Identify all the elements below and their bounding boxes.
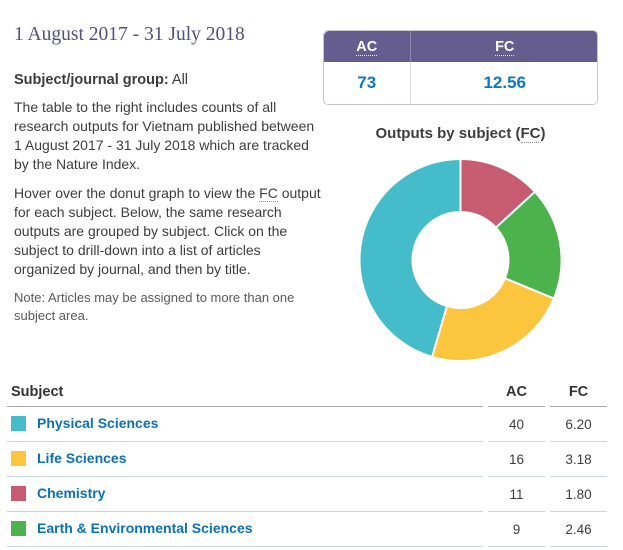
subject-column-header: Subject: [7, 378, 483, 407]
chart-title: [323, 125, 598, 142]
subject-link[interactable]: Life Sciences: [37, 450, 127, 466]
description-paragraph-2-text-cont: output for each subject. Below, the same research outputs are grouped by subject. Click on the subject to drill-down into a list of articles organized by journal, and then by title.: [14, 185, 321, 277]
subject-ac-value: 16: [488, 442, 545, 477]
fc-abbreviation[interactable]: FC: [520, 125, 541, 142]
note-text: Note: Articles may be assigned to more than one subject area.: [14, 290, 295, 323]
fc-abbreviation[interactable]: FC: [495, 38, 515, 55]
description-paragraph-2: [14, 184, 322, 279]
subject-cell: [7, 442, 483, 477]
subject-fc-value: 3.18: [550, 442, 607, 477]
chart-title-text-close: ): [540, 125, 546, 142]
subject-journal-group-value: All: [171, 72, 189, 88]
subject-color-swatch: [11, 451, 26, 466]
subject-journal-group-label: Subject/journal group:: [14, 72, 169, 88]
subject-table-header-row: [7, 378, 607, 407]
chart-title-text: Outputs by subject (: [375, 125, 521, 142]
subject-table-body: [7, 407, 607, 547]
subject-table: [2, 378, 612, 547]
description-paragraph-2-text: Hover over the donut graph to view the: [14, 185, 260, 201]
subject-fc-value: 6.20: [550, 407, 607, 442]
subject-cell: [7, 512, 483, 547]
fc-abbreviation[interactable]: FC: [259, 185, 278, 201]
description-paragraph-1: The table to the right includes counts of all research outputs for Vietnam published between 1 August 2017 - 31 July 2018 which are tracked by the Nature Index.: [14, 99, 315, 172]
subject-color-swatch: [11, 486, 26, 501]
subject-link[interactable]: Chemistry: [37, 485, 106, 501]
subject-ac-value: 9: [488, 512, 545, 547]
subject-link[interactable]: Earth & Environmental Sciences: [37, 520, 253, 536]
page-title: 1 August 2017 - 31 July 2018: [14, 24, 245, 45]
table-row[interactable]: [7, 407, 607, 442]
right-column: [323, 30, 598, 371]
donut-svg: [323, 149, 598, 371]
subject-journal-group-line: [14, 72, 322, 88]
subject-link[interactable]: Physical Sciences: [37, 415, 159, 431]
ac-abbreviation[interactable]: AC: [356, 38, 378, 55]
subject-fc-value: 1.80: [550, 477, 607, 512]
subject-ac-value: 11: [488, 477, 545, 512]
subject-fc-value: 2.46: [550, 512, 607, 547]
outputs-donut-chart: [323, 149, 598, 371]
table-row[interactable]: [7, 477, 607, 512]
summary-header-fc: [410, 31, 598, 62]
subject-cell: [7, 407, 483, 442]
subject-cell: [7, 477, 483, 512]
subject-ac-value: 40: [488, 407, 545, 442]
ac-column-header: AC: [488, 378, 545, 407]
subject-color-swatch: [11, 521, 26, 536]
left-column: [14, 14, 322, 325]
summary-fc-value: 12.56: [410, 62, 598, 104]
fc-column-header: FC: [550, 378, 607, 407]
subject-color-swatch: [11, 416, 26, 431]
summary-table: [323, 30, 598, 105]
donut-slice-life-sciences[interactable]: [432, 278, 554, 361]
summary-ac-value: 73: [324, 62, 410, 104]
table-row[interactable]: [7, 442, 607, 477]
summary-header-ac: [324, 31, 410, 62]
table-row[interactable]: [7, 512, 607, 547]
